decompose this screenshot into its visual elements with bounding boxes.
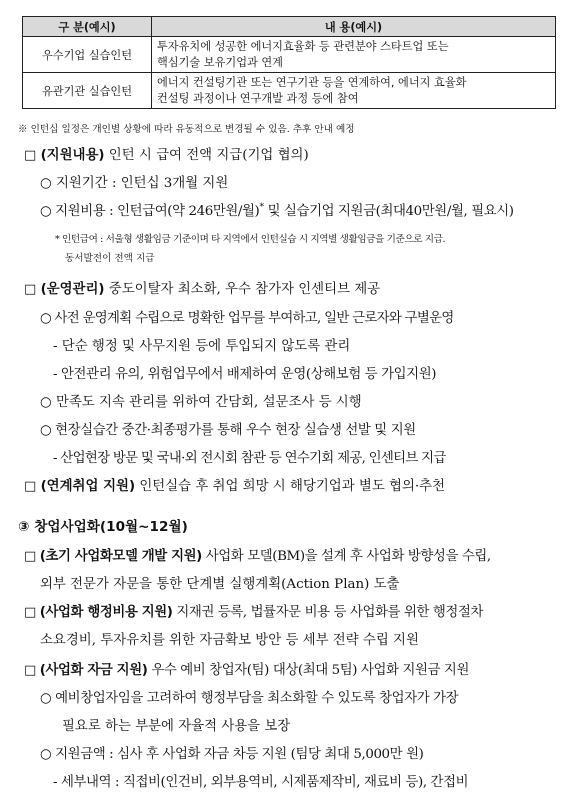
startup-b-text: 지재권 등록, 법률자문 비용 등 사업화를 위한 행정절차 xyxy=(172,605,484,620)
startup-b-title: (사업화 행정비용 지원) xyxy=(39,605,173,620)
ops-item-1: ○ 사전 운영계획 수립으로 명확한 업무를 부여하고, 일반 근로자와 구별운영 xyxy=(40,311,454,326)
cell-line: 컨설팅 과정이나 연구개발 과정 등에 참여 xyxy=(157,91,359,105)
square-bullet: □ xyxy=(24,479,37,494)
link-text: 인턴실습 후 취업 희망 시 해당기업과 별도 협의·추천 xyxy=(135,479,446,494)
support-cost-b: 및 실습기업 지원금(최대40만원/월, 필요시) xyxy=(263,204,514,219)
startup-c-text: 우수 예비 창업자(팀) 대상(최대 5팀) 사업화 지원금 지원 xyxy=(147,663,469,678)
startup-b-cont: 소요경비, 투자유치를 위한 자금확보 방안 등 세부 전략 수립 지원 xyxy=(40,633,419,648)
table-header-content: 내 용(예시) xyxy=(152,17,556,37)
square-bullet: □ xyxy=(24,148,37,163)
startup-c-item-1: ○ 예비창업자임을 고려하여 행정부담을 최소화할 수 있도록 창업자가 가장 xyxy=(40,691,459,706)
startup-c-heading xyxy=(24,659,469,678)
cell-line: 에너지 컨설팅기관 또는 연구기관 등을 연계하여, 에너지 효율화 xyxy=(157,75,467,89)
ops-item-5: ○ 현장실습간 중간·최종평가를 통해 우수 현장 실습생 선발 및 지원 xyxy=(40,423,416,438)
ops-title: (운영관리) xyxy=(40,282,105,297)
support-footnote-2: 동서발전이 전액 지급 xyxy=(65,253,155,264)
footnote-mark: * xyxy=(259,201,264,213)
link-title: (연계취업 지원) xyxy=(40,479,136,494)
startup-c-item-3: - 세부내역 : 직접비(인건비, 외부용역비, 시제품제작비, 재료비 등), 간접비 xyxy=(53,775,469,790)
support-footnote-1: * 인턴급여 : 서울형 생활임금 기준이며 타 지역에서 인턴실습 시 지역별 생활임금을 기준으로 지급. xyxy=(55,234,446,245)
ops-item-6: - 산업현장 방문 및 국내·외 전시회 참관 등 연수기회 제공, 인센티브 지급 xyxy=(53,451,446,466)
table-cell-category: 유관기관 실습인턴 xyxy=(23,73,152,109)
support-cost xyxy=(40,200,514,219)
startup-a-text: 사업화 모델(BM)을 설계 후 사업화 방향성을 수립, xyxy=(201,549,491,564)
startup-c-item-1-cont: 필요로 하는 부분에 자율적 사용을 보장 xyxy=(62,719,291,734)
ops-text: 중도이탈자 최소화, 우수 참가자 인센티브 제공 xyxy=(104,282,381,297)
startup-c-title: (사업화 자금 지원) xyxy=(39,663,148,678)
table-cell-category: 우수기업 실습인턴 xyxy=(23,37,152,73)
table-row xyxy=(23,37,556,73)
cell-line: 투자유치에 성공한 에너지효율화 등 관련분야 스타트업 또는 xyxy=(157,39,449,53)
schedule-note: ※ 인턴십 일정은 개인별 상황에 따라 유동적으로 변경될 수 있음. 추후 안내 예정 xyxy=(18,124,355,135)
startup-heading: ③ 창업사업화(10월~12월) xyxy=(18,519,188,535)
support-cost-a: ○ 지원비용 : 인턴급여(약 246만원/월) xyxy=(40,204,260,219)
support-text: 인턴 시 급여 전액 지급(기업 협의) xyxy=(104,148,309,163)
square-bullet: □ xyxy=(24,663,36,678)
startup-b-heading xyxy=(24,601,483,620)
startup-a-title: (초기 사업화모델 개발 지원) xyxy=(39,549,202,564)
intern-type-table xyxy=(22,16,556,109)
startup-a-cont: 외부 전문가 자문을 통한 단계별 실행계획(Action Plan) 도출 xyxy=(40,577,400,592)
ops-item-2: - 단순 행정 및 사무지원 등에 투입되지 않도록 관리 xyxy=(53,339,351,354)
startup-a-heading xyxy=(24,545,491,564)
square-bullet: □ xyxy=(24,605,36,620)
ops-item-4: ○ 만족도 지속 관리를 위하여 간담회, 설문조사 등 시행 xyxy=(40,395,362,410)
table-cell-content xyxy=(152,73,556,109)
table-row xyxy=(23,73,556,109)
square-bullet: □ xyxy=(24,282,37,297)
table-header-row xyxy=(23,17,556,37)
table-header-category: 구 분(예시) xyxy=(23,17,152,37)
support-period: ○ 지원기간 : 인턴십 3개월 지원 xyxy=(40,176,229,191)
table-cell-content xyxy=(152,37,556,73)
cell-line: 핵심기술 보유기업과 연계 xyxy=(157,55,283,69)
ops-heading xyxy=(24,278,380,297)
support-title: (지원내용) xyxy=(40,148,105,163)
startup-c-item-2: ○ 지원금액 : 심사 후 사업화 자금 차등 지원 (팀당 최대 5,000만 원) xyxy=(40,747,424,762)
square-bullet: □ xyxy=(24,549,36,564)
link-heading xyxy=(24,475,445,494)
support-heading xyxy=(24,144,309,163)
ops-item-3: - 안전관리 유의, 위험업무에서 배제하여 운영(상해보험 등 가입지원) xyxy=(53,367,437,382)
